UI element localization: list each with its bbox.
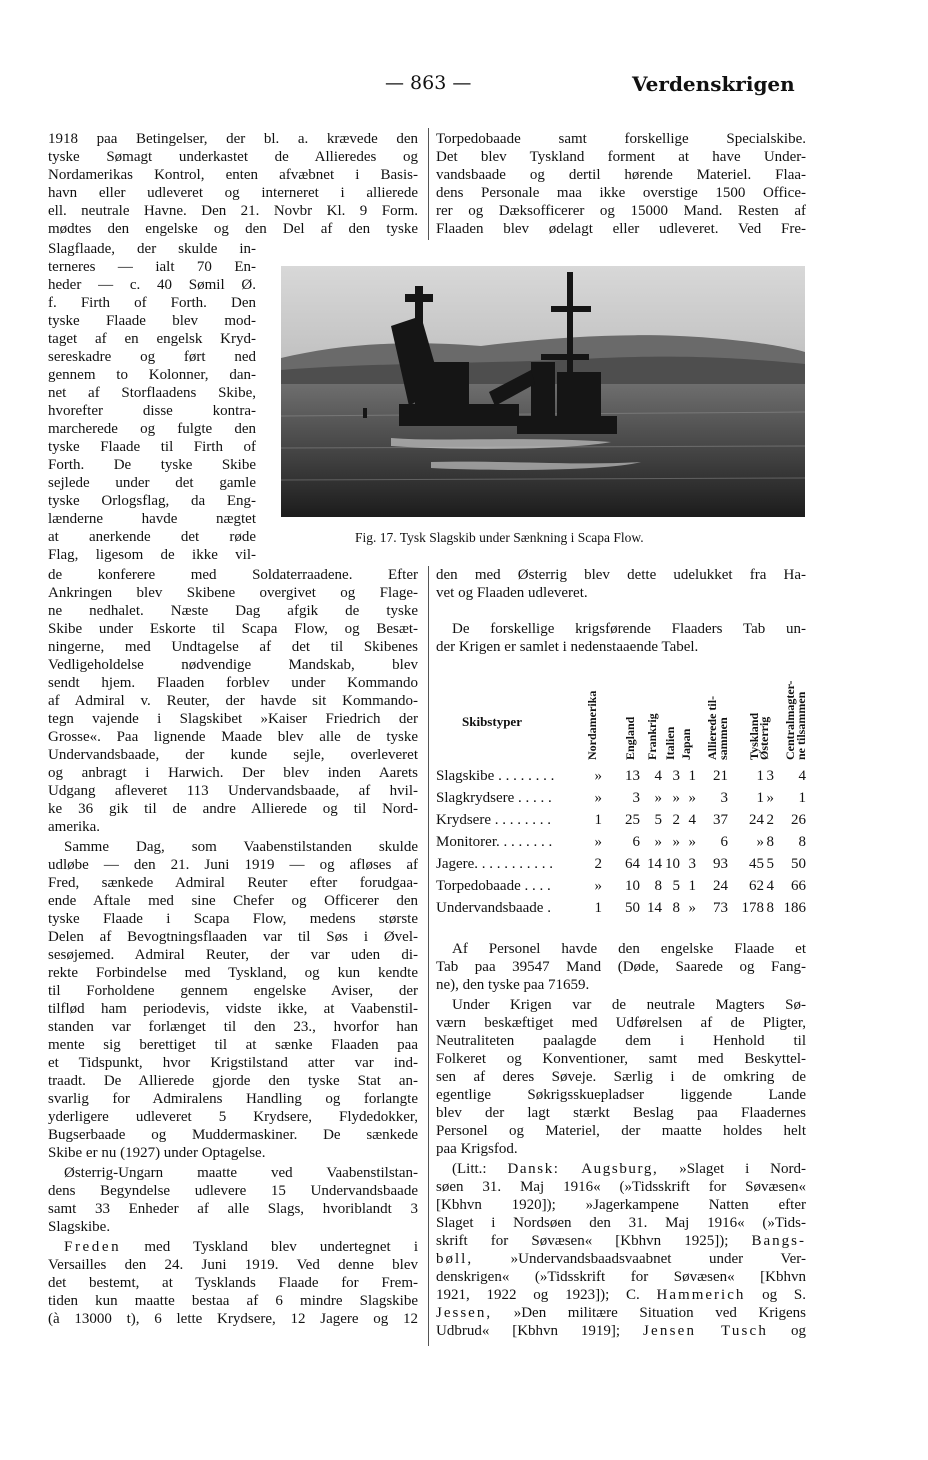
text-line: Slagflaade, der skulde in- [48, 241, 256, 257]
text-line: Vedligeholdelse nødvendige Mandskab, blev [48, 657, 418, 673]
table-cell: 66 [791, 878, 806, 894]
text-line: Nordamerikas Kontrol, enten afvæbnet i Basis- [48, 167, 418, 183]
text-line: havn eller udleveret og interneret i allierede [48, 185, 418, 201]
table-cell: » [594, 790, 602, 806]
text-line: at anerkende det røde [48, 529, 256, 545]
text-line: egentlige Søkrigsskuepladser liggende Lande [436, 1087, 806, 1103]
ship-type: Monitorer. . . . . . . . [436, 834, 553, 850]
text-line: ell. neutrale Havne. Den 21. Novbr Kl. 9 Form. [48, 203, 418, 219]
text-line: sesøjemed. Admiral Reuter, der var uden di- [48, 947, 418, 963]
table-cell: 2 [766, 812, 774, 828]
column-header [623, 662, 642, 760]
table-cell: 14 [647, 900, 662, 916]
text-line: Delen af Bevogtningsflaaden var til Søs i Øvel- [48, 929, 418, 945]
column-header-label: Japan [679, 728, 693, 760]
text-line: marcherede og fulgte den [48, 421, 256, 437]
text-line: ke 36 gik til de andre Allierede og til Nord- [48, 801, 418, 817]
text-line: Samme Dag, som Vaabenstilstanden skulde [64, 839, 418, 855]
text-line: Torpedobaade samt forskellige Specialskibe. [436, 131, 806, 147]
table-row [436, 812, 806, 834]
text-line: værn beskæftiget med Udførelsen af de Pligter, [436, 1015, 806, 1031]
table-cell: 37 [713, 812, 728, 828]
ship-type: Krydsere . . . . . . . . [436, 812, 551, 828]
text-line: Personel og Materiel, der maatte holdes helt [436, 1123, 806, 1139]
table-cell: » [672, 790, 680, 806]
text-line: mente sig berettiget til at sænke Flaaden paa [48, 1037, 418, 1053]
text-span: (Litt.: [452, 1161, 508, 1177]
table-cell: 24 [749, 812, 764, 828]
table-cell: 8 [654, 878, 662, 894]
table-cell: » [688, 790, 696, 806]
table-cell: 26 [791, 812, 806, 828]
table-cell: 8 [672, 900, 680, 916]
text-line: paa Krigsfod. [436, 1141, 518, 1157]
page-number: — 863 — [385, 72, 472, 94]
text-line: amerika. [48, 819, 101, 835]
text-line: mødtes den engelske og den Del af den tyske [48, 221, 418, 237]
table-cell: 4 [688, 812, 696, 828]
text-line: ningerne, med Undtagelse af det til Skibenes [48, 639, 418, 655]
ship-type: Undervandsbaade . [436, 900, 551, 916]
text-line: tyske Orlogsflag, da Eng- [48, 493, 256, 509]
table-cell: 24 [713, 878, 728, 894]
table-cell: 62 [749, 878, 764, 894]
text-line: Tab paa 39547 Mand (Døde, Saarede og Fang- [436, 959, 806, 975]
spaced-word: Jensen Tusch [642, 1323, 769, 1339]
text-line: hvorefter disse kontra- [48, 403, 256, 419]
text-line: tilflød ham periodevis, vidste ikke, at Vaabenstil- [48, 1001, 418, 1017]
text-line: 1918 paa Betingelser, der bl. a. krævede den [48, 131, 418, 147]
table-cell: 45 [749, 856, 764, 872]
text-line: Versailles den 24. Juni 1919. Ved denne blev [48, 1257, 418, 1273]
figure-caption: Fig. 17. Tysk Slagskib under Sænkning i Scapa Flow. [355, 530, 644, 545]
text-line: samt 33 Enheder af alle Slags, hvoriblandt 3 [48, 1201, 418, 1217]
text-line: tyske Flaade til Firth of [48, 439, 256, 455]
figure-photo [281, 266, 805, 517]
table-cell: 8 [798, 834, 806, 850]
table-cell: » [766, 790, 774, 806]
column-header [783, 662, 808, 760]
table-cell: 2 [594, 856, 602, 872]
text-line: Under Krigen var de neutrale Magters Sø- [452, 997, 806, 1013]
ship-type: Torpedobaade . . . . [436, 878, 551, 894]
text-span: skrift for Søvæsen« [Kbhvn 1925]); [436, 1233, 752, 1249]
text-line: traadt. De Allierede gjorde den tyske Stat an- [48, 1073, 418, 1089]
text-line: til Forholdene gennem engelske Aviser, der [48, 983, 418, 999]
ship-type: Slagkrydsere . . . . . [436, 790, 552, 806]
table-cell: 3 [672, 768, 680, 784]
table-row [436, 768, 806, 790]
text-line: taget af en engelsk Kryd- [48, 331, 256, 347]
text-span: 1921, 1922 og 1923]); C. [436, 1287, 657, 1303]
text-line: tiden kun maatte bestaa af 6 mindre Slagskibe [48, 1293, 418, 1309]
text-line: (à 13000 t), 6 lette Krydsere, 12 Jagere og 12 [48, 1311, 418, 1327]
text-line [436, 1322, 806, 1340]
text-line: de konferere med Soldaterraadene. Efter [48, 567, 418, 583]
table-cell: 4 [798, 768, 806, 784]
table-cell: 64 [625, 856, 640, 872]
text-line: vet og Flaaden udleveret. [436, 585, 588, 601]
text-line: Østerrig-Ungarn maatte ved Vaabenstilstan- [64, 1165, 418, 1181]
table-cell: 1 [756, 790, 764, 806]
text-line: Flaaden blev ødelagt eller udleveret. Ved Fre- [436, 221, 806, 237]
text-line: Folkeret og Konventioner, samt med Beskyttel- [436, 1051, 806, 1067]
column-header-label: England [623, 716, 637, 760]
spaced-word: Bangs- [751, 1233, 806, 1249]
table-cell: 13 [625, 768, 640, 784]
ship-type: Jagere. . . . . . . . . . . [436, 856, 554, 872]
table-cell: 1 [594, 812, 602, 828]
table-cell: » [756, 834, 764, 850]
text-line: sejlede under det gamle [48, 475, 256, 491]
table-cell: » [688, 900, 696, 916]
text-line: yderligere udleveret 5 Krydsere, Flydedokker, [48, 1109, 418, 1125]
text-line: ne nedhalet. Næste Dag afgik de tyske [48, 603, 418, 619]
text-line [436, 1304, 806, 1322]
ship-type: Slagskibe . . . . . . . . [436, 768, 555, 784]
table-cell: » [688, 834, 696, 850]
table-row [436, 878, 806, 900]
column-rule-bottom [428, 566, 429, 1346]
column-header-label: Allierede til- [705, 695, 719, 760]
text-line: ende Aftale med sine Chefer og Officerer den [48, 893, 418, 909]
text-span: »Slaget i Nord- [658, 1161, 807, 1177]
text-line: Grosse«. Paa lignende Maade blev alle de tyske [48, 729, 418, 745]
text-line: De forskellige krigsførende Flaaders Tab un- [452, 621, 806, 637]
table-cell: 4 [654, 768, 662, 784]
table-cell: 5 [654, 812, 662, 828]
text-line: Bugserbaade og Muddermaskiner. De sænkede [48, 1127, 418, 1143]
text-line: Af Personel havde den engelske Flaade et [452, 941, 806, 957]
table-cell: 3 [720, 790, 728, 806]
text-span: »Undervandsbaadsvaabnet under Ver- [473, 1251, 806, 1267]
table-cell: 50 [625, 900, 640, 916]
table-cell: » [672, 834, 680, 850]
text-line: sendt hjem. Flaaden forblev under Kommando [48, 675, 418, 691]
text-line: standen var forlænget til den 23., hvorfor han [48, 1019, 418, 1035]
table-cell: 8 [766, 834, 774, 850]
text-line: net af Storflaadens Skibe, [48, 385, 256, 401]
text-line [436, 1286, 806, 1304]
table-cell: 93 [713, 856, 728, 872]
text-span: med Tyskland blev undertegnet i [121, 1239, 418, 1255]
column-header-label: Tyskland [747, 712, 761, 760]
table-cell: 3 [688, 856, 696, 872]
text-line: Det blev Tyskland forment at have Under- [436, 149, 806, 165]
table-cell: 10 [665, 856, 680, 872]
sinking-battleship-photo [281, 266, 805, 517]
text-line [436, 1250, 806, 1268]
running-head: Verdenskrigen [632, 72, 795, 96]
table-cell: 25 [625, 812, 640, 828]
table-cell: 2 [672, 812, 680, 828]
column-header-label: Centralmagter- [783, 680, 797, 760]
text-line: tyske Flaade blev mod- [48, 313, 256, 329]
table-cell: 21 [713, 768, 728, 784]
table-cell: 8 [766, 900, 774, 916]
table-row-header: Skibstyper [462, 714, 522, 729]
table-cell: 4 [766, 878, 774, 894]
table-cell: 1 [798, 790, 806, 806]
text-span: »Den militære Situation ved Krigens [492, 1305, 806, 1321]
text-line: og anbragt i Harwich. Der blev inden Aarets [48, 765, 418, 781]
text-line: Fred, sænkede Admiral Reuter efter forudgaa- [48, 875, 418, 891]
text-line: sereskadre og ført ned [48, 349, 256, 365]
spaced-word: Dansk: Augsburg, [507, 1161, 659, 1177]
table-cell: 186 [783, 900, 806, 916]
table-cell: 14 [647, 856, 662, 872]
column-header-label: ne tilsammen [794, 691, 808, 760]
table-cell: 73 [713, 900, 728, 916]
text-line: vandsbaade og dertil hørende Materiel. Flaa- [436, 167, 806, 183]
spaced-word: Hammerich [656, 1287, 746, 1303]
text-line: Neutraliteten paalagde dem i Henhold til [436, 1033, 806, 1049]
text-line: rer og Dæksofficerer og 15000 Mand. Resten af [436, 203, 806, 219]
text-line: blev der lagt stærkt Beslag paa Flaadernes [436, 1105, 806, 1121]
text-span: og S. [745, 1287, 807, 1303]
text-line: lænderne havde nægtet [48, 511, 256, 527]
table-cell: 5 [766, 856, 774, 872]
column-header [757, 662, 776, 760]
spaced-word: Freden [64, 1239, 122, 1255]
column-header [645, 662, 664, 760]
table-cell: » [654, 834, 662, 850]
table-cell: 1 [688, 878, 696, 894]
column-header [585, 662, 604, 760]
table-row [436, 834, 806, 856]
text-line: Ankringen blev Skibene overgivet og Flage- [48, 585, 418, 601]
column-header [679, 662, 698, 760]
table-cell: 6 [632, 834, 640, 850]
table-cell: 50 [791, 856, 806, 872]
text-line: [Kbhvn 1920]); »Jagerkampene Natten efter [436, 1197, 806, 1213]
text-line: rekte Forbindelse med Tyskland, og kun kendte [48, 965, 418, 981]
text-line [64, 1238, 418, 1256]
text-line: af Admiral v. Reuter, der havde sit Kommando- [48, 693, 418, 709]
text-line: terneres — ialt 70 En- [48, 259, 256, 275]
table-cell: 5 [672, 878, 680, 894]
text-line: søen 31. Maj 1916« (»Tidsskrift for Søvæsen« [436, 1179, 806, 1195]
table-cell: 1 [688, 768, 696, 784]
text-line: Flag, ligesom de ikke vil- [48, 547, 256, 563]
column-header-label: Østerrig [757, 716, 771, 760]
text-line [452, 1160, 806, 1178]
spaced-word: Jessen, [436, 1305, 493, 1321]
text-line: tegn vajende i Slagskibet »Kaiser Friedrich der [48, 711, 418, 727]
column-header-label: Frankrig [645, 713, 659, 760]
loss-table [436, 656, 806, 931]
text-line: et Tidspunkt, hvor Krigstilstand atter var ind- [48, 1055, 418, 1071]
text-line: tyske Sømagt underkastet de Allieredes og [48, 149, 418, 165]
table-cell: 3 [632, 790, 640, 806]
table-row [436, 900, 806, 922]
text-line: Undervandsbaade, der kunde sejle, overleveret [48, 747, 418, 763]
text-line: Forth. De tyske Skibe [48, 457, 256, 473]
text-line: tyske Flaade i Scapa Flow, medens største [48, 911, 418, 927]
text-line: udløbe — den 21. Juni 1919 — og afløses af [48, 857, 418, 873]
table-row [436, 856, 806, 878]
text-line: dens Begyndelse udlevere 15 Undervandsbaade [48, 1183, 418, 1199]
table-cell: » [654, 790, 662, 806]
column-header-label: Nordamerika [585, 690, 599, 760]
text-line: heder — c. 40 Sømil Ø. [48, 277, 256, 293]
table-cell: 3 [766, 768, 774, 784]
table-cell: » [594, 834, 602, 850]
text-line: Skibe under Eskorte til Scapa Flow, og Besæt- [48, 621, 418, 637]
table-cell: 10 [625, 878, 640, 894]
table-cell: » [594, 768, 602, 784]
text-line: der Krigen er samlet i nedenstaaende Tabel. [436, 639, 699, 655]
table-cell: » [594, 878, 602, 894]
text-line: Udgang afleveret 113 Undervandsbaade, af hvil- [48, 783, 418, 799]
column-header [705, 662, 730, 760]
text-span: og [768, 1323, 807, 1339]
text-line: ne), den tyske paa 71659. [436, 977, 590, 993]
text-line: Slagskibe. [48, 1219, 111, 1235]
text-line: denskrigen« (»Tidsskrift for Søvæsen« [Kbhvn [436, 1269, 806, 1285]
text-line: dens Personale maa ikke overstige 1500 Office- [436, 185, 806, 201]
text-line: Slaget i Nordsøen den 31. Maj 1916« (»Tids- [436, 1215, 806, 1231]
text-span: Udbrud« [Kbhvn 1919]; [436, 1323, 643, 1339]
text-line: den med Østerrig blev dette udelukket fra Ha- [436, 567, 806, 583]
text-line: Skibe er nu (1927) under Optagelse. [48, 1145, 266, 1161]
text-line: det bestemt, at Tysklands Flaade for Frem- [48, 1275, 418, 1291]
text-line: f. Firth of Forth. Den [48, 295, 256, 311]
table-cell: 1 [594, 900, 602, 916]
text-line: svarlig for Admiralens Handling og forlangte [48, 1091, 418, 1107]
table-row [436, 790, 806, 812]
text-line: sen af deres Søveje. Særlig i de omkring de [436, 1069, 806, 1085]
text-line: gennem to Kolonner, dan- [48, 367, 256, 383]
column-header-label: Italien [663, 726, 677, 760]
column-rule-top [428, 128, 429, 240]
table-cell: 1 [756, 768, 764, 784]
spaced-word: bøll, [436, 1251, 474, 1267]
column-header-label: sammen [716, 717, 730, 760]
text-line [436, 1232, 806, 1250]
table-cell: 6 [720, 834, 728, 850]
table-cell: 178 [741, 900, 764, 916]
